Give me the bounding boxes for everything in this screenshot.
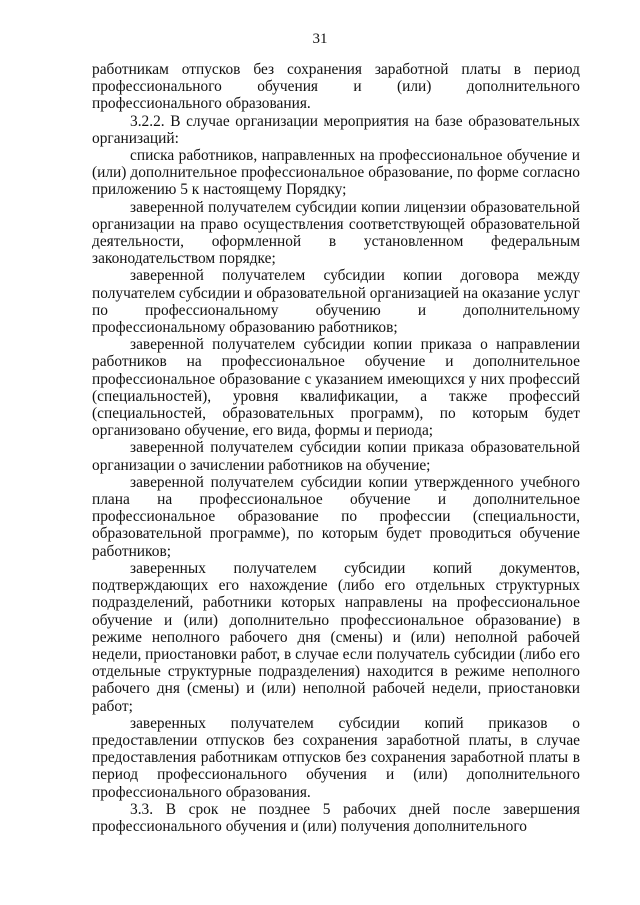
paragraph: работникам отпусков без сохранения заработной платы в период профессионального обучения и (или) дополнительного профессионального образования. — [92, 61, 580, 113]
paragraph: списка работников, направленных на профессиональное обучение и (или) дополнительное профессиональное образование, по форме согласно приложению 5 к настоящему Порядку; — [92, 147, 580, 199]
paragraph: заверенной получателем субсидии копии приказа о направлении работников на профессиональное обучение и дополнительное профессиональное образование с указанием имеющихся у них профессий (специальностей), уровня квалификации, а также профессий (специальностей, образовательных программ), по которым будет организовано обучение, его вида, формы и периода; — [92, 336, 580, 440]
paragraph: заверенной получателем субсидии копии утвержденного учебного плана на профессиональное обучение и дополнительное профессиональное образование по профессии (специальности, образовательной программе), по которым будет проводиться обучение работников; — [92, 473, 580, 560]
paragraph: заверенной получателем субсидии копии приказа образовательной организации о зачислении работников на обучение; — [92, 439, 580, 474]
document-body — [92, 61, 580, 835]
paragraph: заверенной получателем субсидии копии договора между получателем субсидии и образовательной организацией на оказание услуг по профессиональному обучению и дополнительному профессиональному образованию работников; — [92, 267, 580, 337]
paragraph: заверенной получателем субсидии копии лицензии образовательной организации на право осуществления соответствующей образовательной деятельности, оформленной в установленном федеральным законодательством порядке; — [92, 198, 580, 268]
paragraph: заверенных получателем субсидии копий приказов о предоставлении отпусков без сохранения заработной платы, в случае предоставления работникам отпусков без сохранения заработной платы в период профессионального обучения и (или) дополнительного профессионального образования. — [92, 714, 580, 801]
page-number: 31 — [312, 31, 328, 47]
paragraph: 3.3. В срок не позднее 5 рабочих дней после завершения профессионального обучения и (или) получения дополнительного — [92, 800, 580, 835]
paragraph: 3.2.2. В случае организации мероприятия на базе образовательных организаций: — [92, 112, 580, 147]
paragraph: заверенных получателем субсидии копий документов, подтверждающих его нахождение (либо его отдельных структурных подразделений, работники которых направлены на профессиональное обучение и (или) дополнительно профессиональное образование) в режиме неполного рабочего дня (смены) и (или) неполной рабочей недели, приостановки работ, в случае если получатель субсидии (либо его отдельные структурные подразделения) находится в режиме неполного рабочего дня (смены) и (или) неполной рабочей недели, приостановки работ; — [92, 559, 580, 715]
